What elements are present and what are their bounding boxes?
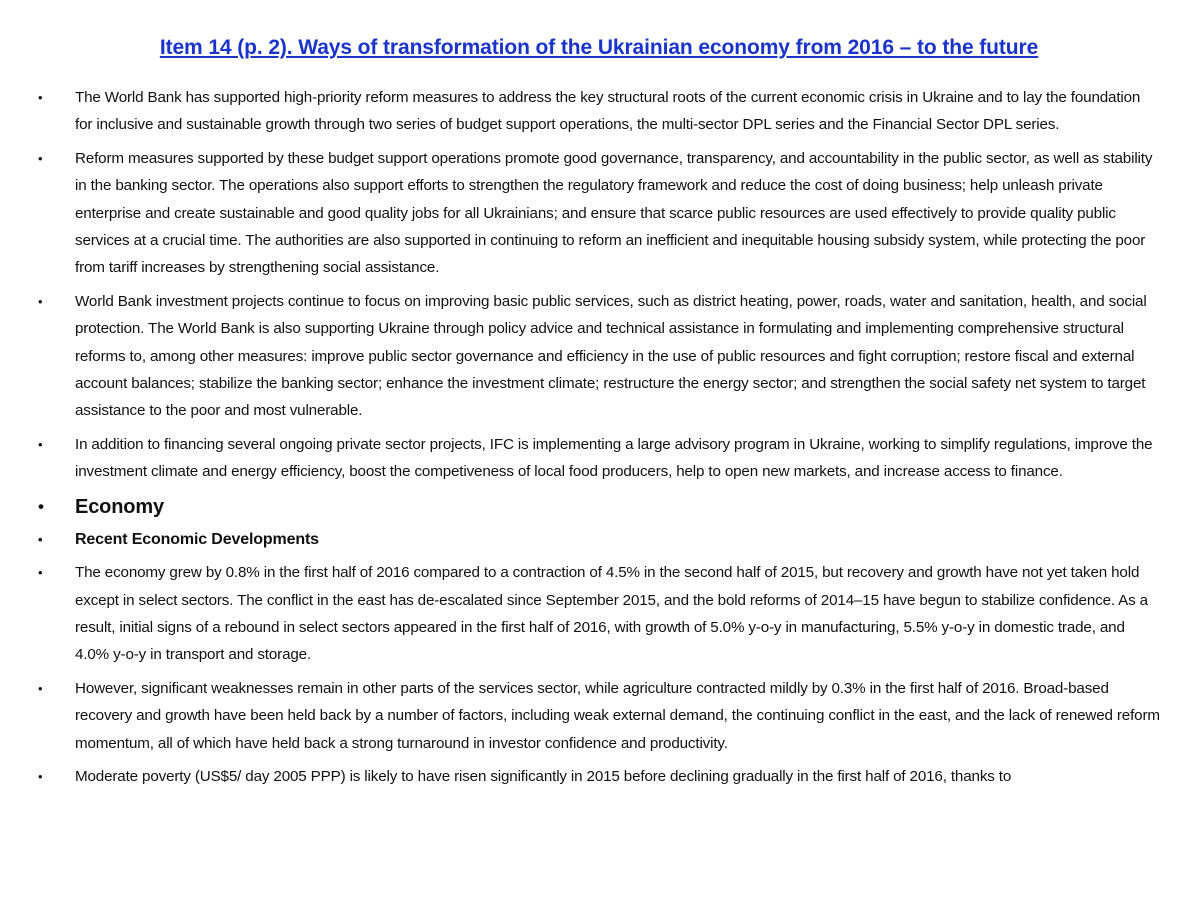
- subsection-heading-text: Recent Economic Developments: [75, 530, 319, 548]
- paragraph-text: The economy grew by 0.8% in the first half of 2016 compared to a contraction of 4.5% in the second half of 2015, but recovery and growth have not yet taken hold except in select sectors. The conflict in the east has de-escalated since September 2015, and the bold reforms of 2014–15 have begun to stabilize confidence. As a result, initial signs of a rebound in select sectors appeared in the first half of 2016, with growth of 5.0% y-o-y in manufacturing, 5.5% y-o-y in domestic trade, and 4.0% y-o-y in transport and storage.: [75, 564, 1148, 664]
- subsection-heading: [38, 526, 1160, 553]
- list-item: [38, 288, 1160, 425]
- list-item: [38, 559, 1160, 669]
- list-item: [38, 84, 1160, 139]
- paragraph-text: In addition to financing several ongoing private sector projects, IFC is implementing a large advisory program in Ukraine, working to simplify regulations, improve the investment climate and energy efficiency, boost the competiveness of local food producers, help to open new markets, and increase access to finance.: [75, 435, 1153, 481]
- list-item: [38, 145, 1160, 282]
- paragraph-text: However, significant weaknesses remain in other parts of the services sector, while agriculture contracted mildly by 0.3% in the first half of 2016. Broad-based recovery and growth have been held back by a number of factors, including weak external demand, the continuing conflict in the east, and the lack of renewed reform momentum, all of which have held back a strong turnaround in investor confidence and productivity.: [75, 679, 1160, 752]
- paragraph-text: The World Bank has supported high-priority reform measures to address the key structural roots of the current economic crisis in Ukraine and to lay the foundation for inclusive and sustainable growth through two series of budget support operations, the multi-sector DPL series and the Financial Sector DPL series.: [75, 89, 1141, 134]
- paragraph-text: Reform measures supported by these budget support operations promote good governance, transparency, and accountability in the public sector, as well as stability in the banking sector. The operations also support efforts to strengthen the regulatory framework and reduce the cost of doing business; help unleash private enterprise and create sustainable and good quality jobs for all Ukrainians; and ensure that scarce public resources are used effectively to provide quality public services at a crucial time. The authorities are also supported in continuing to reform an inefficient and inequitable housing subsidy system, while protecting the poor from tariff increases by strengthening social assistance.: [75, 149, 1153, 277]
- bullet-icon: •: [38, 565, 43, 581]
- bullet-icon: •: [38, 150, 43, 166]
- bullet-list: [38, 84, 1160, 790]
- paragraph-text: World Bank investment projects continue to focus on improving basic public services, such as district heating, power, roads, water and sanitation, health, and social protection. The World Bank is also supporting Ukraine through policy advice and technical assistance in formulating and implementing comprehensive structural reforms to, among other measures: improve public sector governance and efficiency in the use of public resources and fight corruption; restore fiscal and external account balances; stabilize the banking sector; enhance the investment climate; restructure the energy sector; and strengthen the social safety net system to target assistance to the poor and most vulnerable.: [75, 292, 1147, 420]
- list-item: [38, 431, 1160, 486]
- bullet-icon: •: [38, 531, 43, 547]
- bullet-icon: •: [38, 768, 43, 784]
- paragraph-text: Moderate poverty (US$5/ day 2005 PPP) is likely to have risen significantly in 2015 before declining gradually in the first half of 2016, thanks to: [75, 767, 1012, 785]
- page-title: Item 14 (p. 2). Ways of transformation of the Ukrainian economy from 2016 – to the future: [159, 36, 1039, 59]
- section-heading-text: Economy: [75, 495, 164, 518]
- bullet-icon: •: [38, 293, 43, 309]
- list-item: [38, 763, 1160, 790]
- list-item: [38, 675, 1160, 757]
- bullet-icon: •: [38, 436, 43, 452]
- bullet-icon: •: [38, 90, 43, 105]
- section-heading-economy: [38, 492, 1160, 522]
- bullet-icon: •: [38, 680, 43, 696]
- bullet-icon: •: [38, 496, 44, 516]
